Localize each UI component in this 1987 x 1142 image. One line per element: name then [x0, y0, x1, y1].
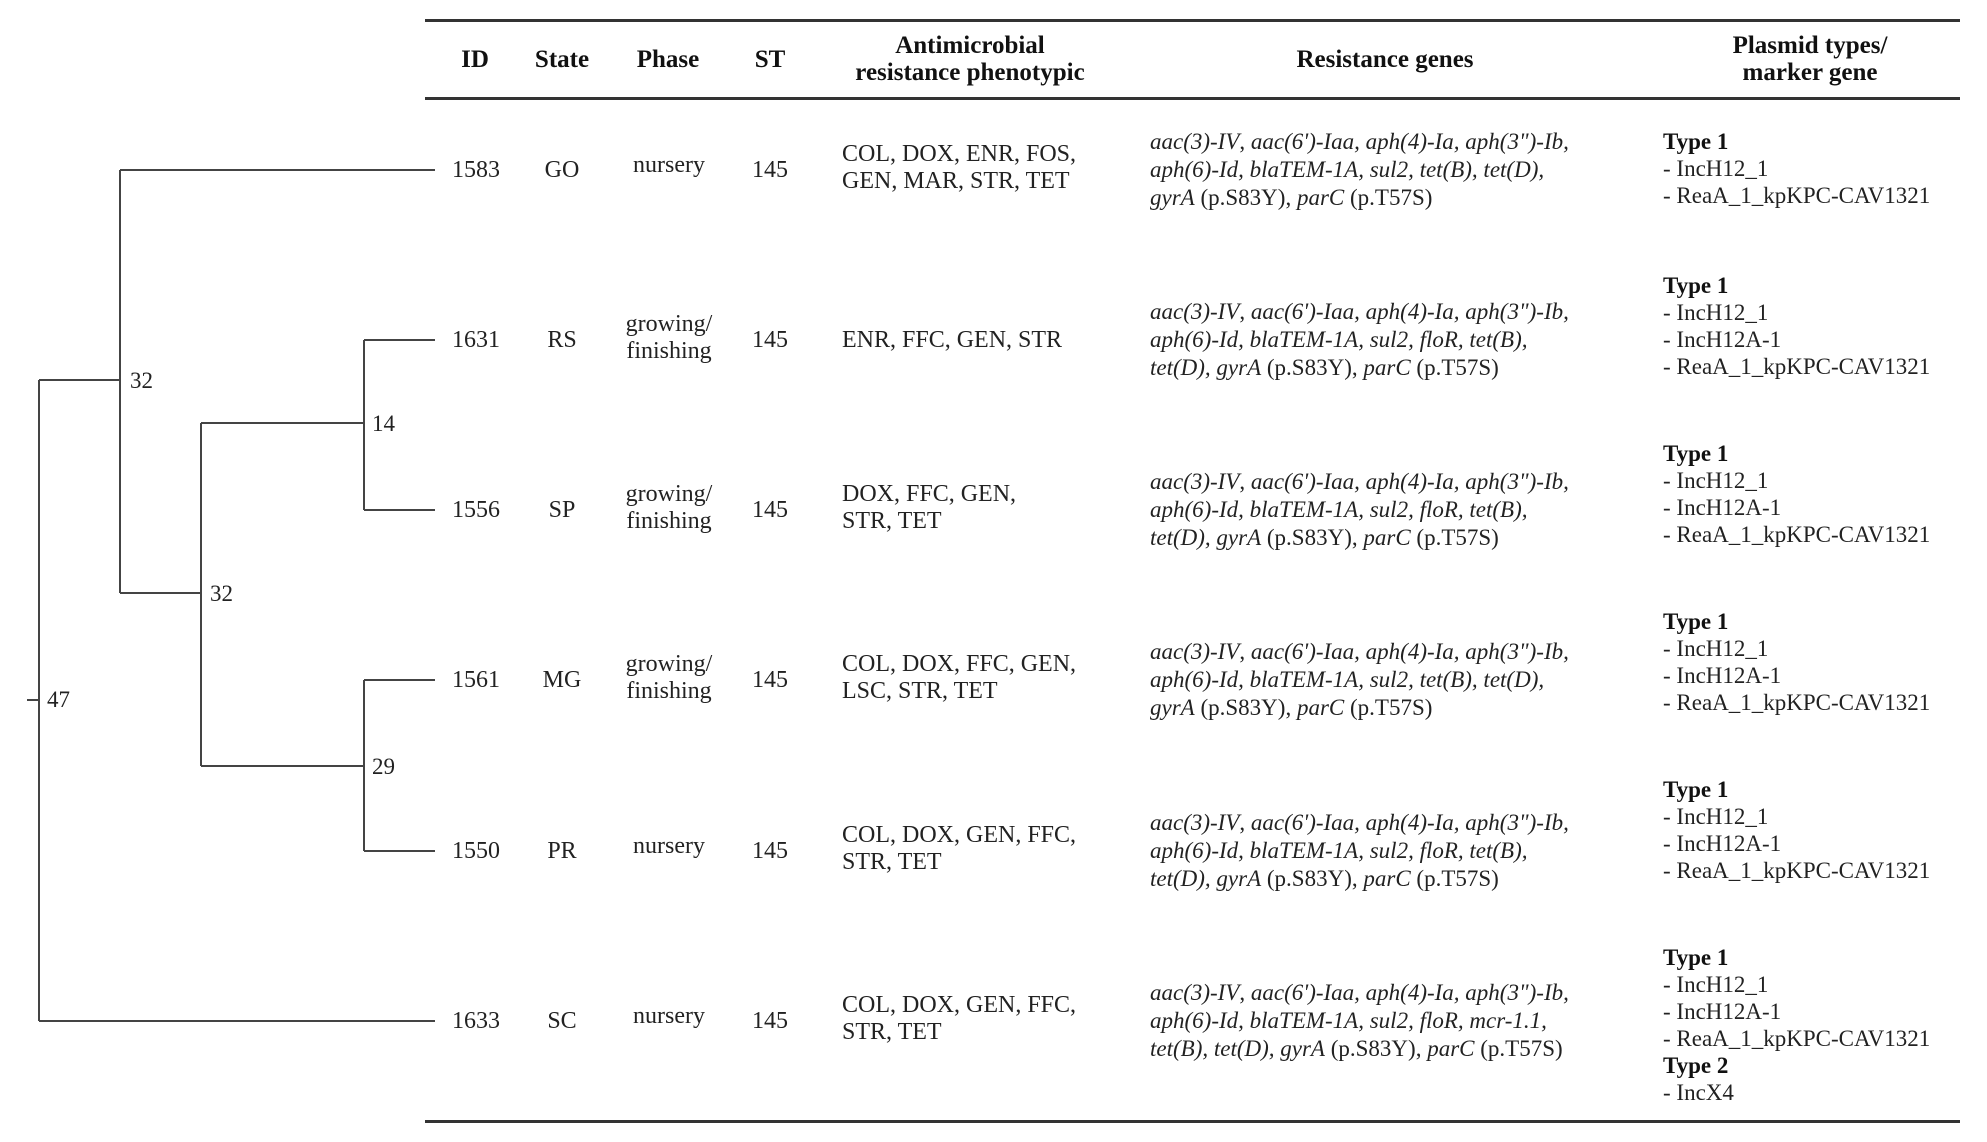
cell-id: 1561 — [452, 667, 500, 693]
gene-annotation: (p.T57S) — [1344, 695, 1433, 720]
gene-name: aac(6')-Iaa, aph(4)-Ia, aph(3")-Ib, — [1250, 469, 1569, 494]
amr-line: STR, TET — [842, 508, 942, 534]
header-phase: Phase — [636, 46, 700, 73]
amr-line: STR, TET — [842, 1019, 942, 1045]
gene-name: aph(6)-Id, blaTEM-1A, sul2, floR, mcr-1.1, — [1150, 1008, 1547, 1033]
phase-line: growing/ — [625, 481, 713, 507]
gene-name: tet(D), gyrA — [1150, 355, 1262, 380]
cell-plasmid-types — [1663, 608, 1963, 716]
gene-line — [1150, 865, 1630, 893]
cell-amr — [842, 141, 1142, 195]
gene-line — [1150, 326, 1630, 354]
header-state: State — [534, 46, 590, 73]
bootstrap-root: 47 — [47, 687, 70, 712]
cell-resistance-genes — [1150, 809, 1630, 893]
gene-line — [1150, 524, 1630, 552]
plasmid-type-label: Type 1 — [1663, 441, 1729, 466]
cell-st: 145 — [752, 667, 788, 693]
gene-name: parC — [1427, 1036, 1475, 1061]
bootstrap-node-b: 32 — [210, 581, 233, 606]
gene-annotation: (p.S83Y), — [1194, 185, 1297, 210]
gene-name: aph(6)-Id, blaTEM-1A, sul2, tet(B), tet(D), — [1150, 157, 1545, 182]
gene-annotation: (p.T57S) — [1410, 355, 1499, 380]
plasmid-marker: - IncH12_1 — [1663, 156, 1769, 181]
gene-line — [1150, 694, 1630, 722]
plasmid-marker: - IncH12A-1 — [1663, 999, 1782, 1024]
gene-line — [1150, 638, 1630, 666]
plasmid-marker: - IncH12A-1 — [1663, 663, 1782, 688]
plasmid-marker: - ReaA_1_kpKPC-CAV1321 — [1663, 522, 1931, 547]
amr-line: ENR, FFC, GEN, STR — [842, 327, 1063, 353]
bootstrap-node-c: 14 — [372, 411, 395, 436]
cell-phase — [614, 1003, 724, 1030]
cell-plasmid-types — [1663, 776, 1963, 884]
plasmid-marker: - IncH12A-1 — [1663, 831, 1782, 856]
gene-annotation: (p.S83Y), — [1194, 695, 1297, 720]
gene-annotation: (p.S83Y), — [1261, 866, 1364, 891]
gene-line — [1150, 496, 1630, 524]
plasmid-marker: - IncH12_1 — [1663, 804, 1769, 829]
bootstrap-node-a: 32 — [130, 368, 153, 393]
gene-name: aph(6)-Id, blaTEM-1A, sul2, floR, tet(B), — [1150, 327, 1528, 352]
gene-line — [1150, 354, 1630, 382]
cell-phase — [614, 481, 724, 535]
cell-plasmid-types — [1663, 944, 1963, 1106]
phase-line: nursery — [633, 833, 705, 859]
cell-resistance-genes — [1150, 298, 1630, 382]
amr-line: COL, DOX, ENR, FOS, — [842, 141, 1077, 167]
gene-name: tet(D), gyrA — [1150, 525, 1262, 550]
phase-line: nursery — [633, 1003, 705, 1029]
gene-line — [1150, 809, 1630, 837]
gene-annotation: , — [1239, 469, 1251, 494]
plasmid-marker: - ReaA_1_kpKPC-CAV1321 — [1663, 858, 1931, 883]
cell-phase — [614, 833, 724, 860]
cell-resistance-genes — [1150, 979, 1630, 1063]
gene-name: aac(3)-IV — [1150, 810, 1240, 835]
gene-annotation: (p.S83Y), — [1261, 355, 1364, 380]
cell-amr — [842, 481, 1142, 535]
cell-state: SC — [547, 1008, 577, 1034]
gene-name: aac(3)-IV — [1150, 639, 1240, 664]
cell-state: PR — [547, 838, 577, 864]
plasmid-type-label: Type 1 — [1663, 609, 1729, 634]
plasmid-marker: - IncH12_1 — [1663, 300, 1769, 325]
cell-phase — [614, 152, 724, 179]
plasmid-type-label: Type 1 — [1663, 777, 1729, 802]
amr-line: STR, TET — [842, 849, 942, 875]
cell-plasmid-types — [1663, 440, 1963, 548]
gene-line — [1150, 298, 1630, 326]
gene-name: aac(6')-Iaa, aph(4)-Ia, aph(3")-Ib, — [1250, 810, 1569, 835]
cell-phase — [614, 651, 724, 705]
cell-state: MG — [542, 667, 582, 693]
amr-line: LSC, STR, TET — [842, 678, 998, 704]
cell-resistance-genes — [1150, 638, 1630, 722]
bootstrap-node-d: 29 — [372, 754, 395, 779]
cell-st: 145 — [752, 157, 788, 183]
cell-amr — [842, 992, 1142, 1046]
gene-name: aac(6')-Iaa, aph(4)-Ia, aph(3")-Ib, — [1250, 980, 1569, 1005]
gene-name: gyrA — [1150, 185, 1195, 210]
cell-st: 145 — [752, 497, 788, 523]
gene-line — [1150, 1035, 1630, 1063]
phase-line: growing/ — [625, 311, 713, 337]
header-genes: Resistance genes — [1296, 46, 1474, 73]
gene-line — [1150, 979, 1630, 1007]
table-header-rule — [425, 97, 1960, 100]
amr-line: COL, DOX, GEN, FFC, — [842, 992, 1077, 1018]
gene-name: aac(6')-Iaa, aph(4)-Ia, aph(3")-Ib, — [1250, 639, 1569, 664]
header-st: ST — [754, 46, 786, 73]
gene-line — [1150, 837, 1630, 865]
plasmid-marker: - ReaA_1_kpKPC-CAV1321 — [1663, 690, 1931, 715]
cell-resistance-genes — [1150, 468, 1630, 552]
cell-amr — [842, 651, 1142, 705]
gene-line — [1150, 666, 1630, 694]
amr-line: COL, DOX, FFC, GEN, — [842, 651, 1077, 677]
gene-line — [1150, 1007, 1630, 1035]
plasmid-marker: - ReaA_1_kpKPC-CAV1321 — [1663, 1026, 1931, 1051]
cell-id: 1550 — [452, 838, 500, 864]
gene-annotation: , — [1239, 299, 1251, 324]
gene-name: aph(6)-Id, blaTEM-1A, sul2, floR, tet(B), — [1150, 497, 1528, 522]
gene-name: parC — [1363, 866, 1411, 891]
cell-st: 145 — [752, 838, 788, 864]
cell-id: 1631 — [452, 327, 500, 353]
gene-annotation: (p.T57S) — [1344, 185, 1433, 210]
amr-line: DOX, FFC, GEN, — [842, 481, 1017, 507]
plasmid-marker: - IncH12A-1 — [1663, 327, 1782, 352]
plasmid-marker: - IncH12A-1 — [1663, 495, 1782, 520]
gene-name: aph(6)-Id, blaTEM-1A, sul2, floR, tet(B), — [1150, 838, 1528, 863]
gene-name: aac(3)-IV — [1150, 980, 1240, 1005]
plasmid-type-label: Type 1 — [1663, 129, 1729, 154]
gene-annotation: (p.T57S) — [1410, 866, 1499, 891]
cell-id: 1633 — [452, 1008, 500, 1034]
cell-resistance-genes — [1150, 128, 1630, 212]
header-id: ID — [461, 46, 489, 73]
plasmid-type-label: Type 1 — [1663, 945, 1729, 970]
gene-name: parC — [1363, 355, 1411, 380]
cell-id: 1556 — [452, 497, 500, 523]
cell-amr — [842, 327, 1142, 354]
amr-line: GEN, MAR, STR, TET — [842, 168, 1070, 194]
plasmid-marker: - IncX4 — [1663, 1080, 1734, 1105]
phase-line: finishing — [626, 338, 712, 364]
gene-annotation: , — [1239, 639, 1251, 664]
table-top-rule — [425, 19, 1960, 22]
cell-phase — [614, 311, 724, 365]
plasmid-marker: - ReaA_1_kpKPC-CAV1321 — [1663, 354, 1931, 379]
gene-name: aac(6')-Iaa, aph(4)-Ia, aph(3")-Ib, — [1250, 299, 1569, 324]
phase-line: growing/ — [625, 651, 713, 677]
gene-name: aac(6')-Iaa, aph(4)-Ia, aph(3")-Ib, — [1250, 129, 1569, 154]
cell-state: GO — [544, 157, 580, 183]
plasmid-type-label: Type 2 — [1663, 1053, 1729, 1078]
gene-annotation: , — [1239, 810, 1251, 835]
table-bottom-rule — [425, 1120, 1960, 1123]
cell-st: 145 — [752, 1008, 788, 1034]
gene-annotation: , — [1239, 129, 1251, 154]
cell-state: SP — [548, 497, 576, 523]
plasmid-type-label: Type 1 — [1663, 273, 1729, 298]
gene-line — [1150, 184, 1630, 212]
cell-plasmid-types — [1663, 272, 1963, 380]
gene-name: parC — [1296, 185, 1345, 210]
gene-name: aac(3)-IV — [1150, 299, 1240, 324]
gene-name: tet(B), tet(D), gyrA — [1150, 1036, 1325, 1061]
cell-plasmid-types — [1663, 128, 1963, 209]
gene-name: parC — [1296, 695, 1345, 720]
plasmid-marker: - IncH12_1 — [1663, 972, 1769, 997]
gene-name: tet(D), gyrA — [1150, 866, 1262, 891]
plasmid-marker: - IncH12_1 — [1663, 468, 1769, 493]
gene-annotation: (p.T57S) — [1410, 525, 1499, 550]
phylogenetic-tree — [0, 0, 440, 1142]
gene-name: gyrA — [1150, 695, 1195, 720]
gene-name: aac(3)-IV — [1150, 469, 1240, 494]
amr-line: COL, DOX, GEN, FFC, — [842, 822, 1077, 848]
gene-annotation: (p.T57S) — [1474, 1036, 1563, 1061]
phase-line: finishing — [626, 508, 712, 534]
header-amr: Antimicrobial resistance phenotypic — [855, 32, 1085, 86]
gene-name: aph(6)-Id, blaTEM-1A, sul2, tet(B), tet(D), — [1150, 667, 1545, 692]
gene-line — [1150, 128, 1630, 156]
gene-line — [1150, 468, 1630, 496]
gene-line — [1150, 156, 1630, 184]
gene-name: aac(3)-IV — [1150, 129, 1240, 154]
gene-annotation: , — [1239, 980, 1251, 1005]
plasmid-marker: - ReaA_1_kpKPC-CAV1321 — [1663, 183, 1931, 208]
cell-state: RS — [547, 327, 577, 353]
gene-annotation: (p.S83Y), — [1261, 525, 1364, 550]
cell-amr — [842, 822, 1142, 876]
cell-id: 1583 — [452, 157, 500, 183]
gene-annotation: (p.S83Y), — [1324, 1036, 1428, 1061]
gene-name: parC — [1363, 525, 1411, 550]
phase-line: nursery — [633, 152, 705, 178]
phase-line: finishing — [626, 678, 712, 704]
header-plasmid: Plasmid types/ marker gene — [1732, 32, 1888, 86]
plasmid-marker: - IncH12_1 — [1663, 636, 1769, 661]
cell-st: 145 — [752, 327, 788, 353]
